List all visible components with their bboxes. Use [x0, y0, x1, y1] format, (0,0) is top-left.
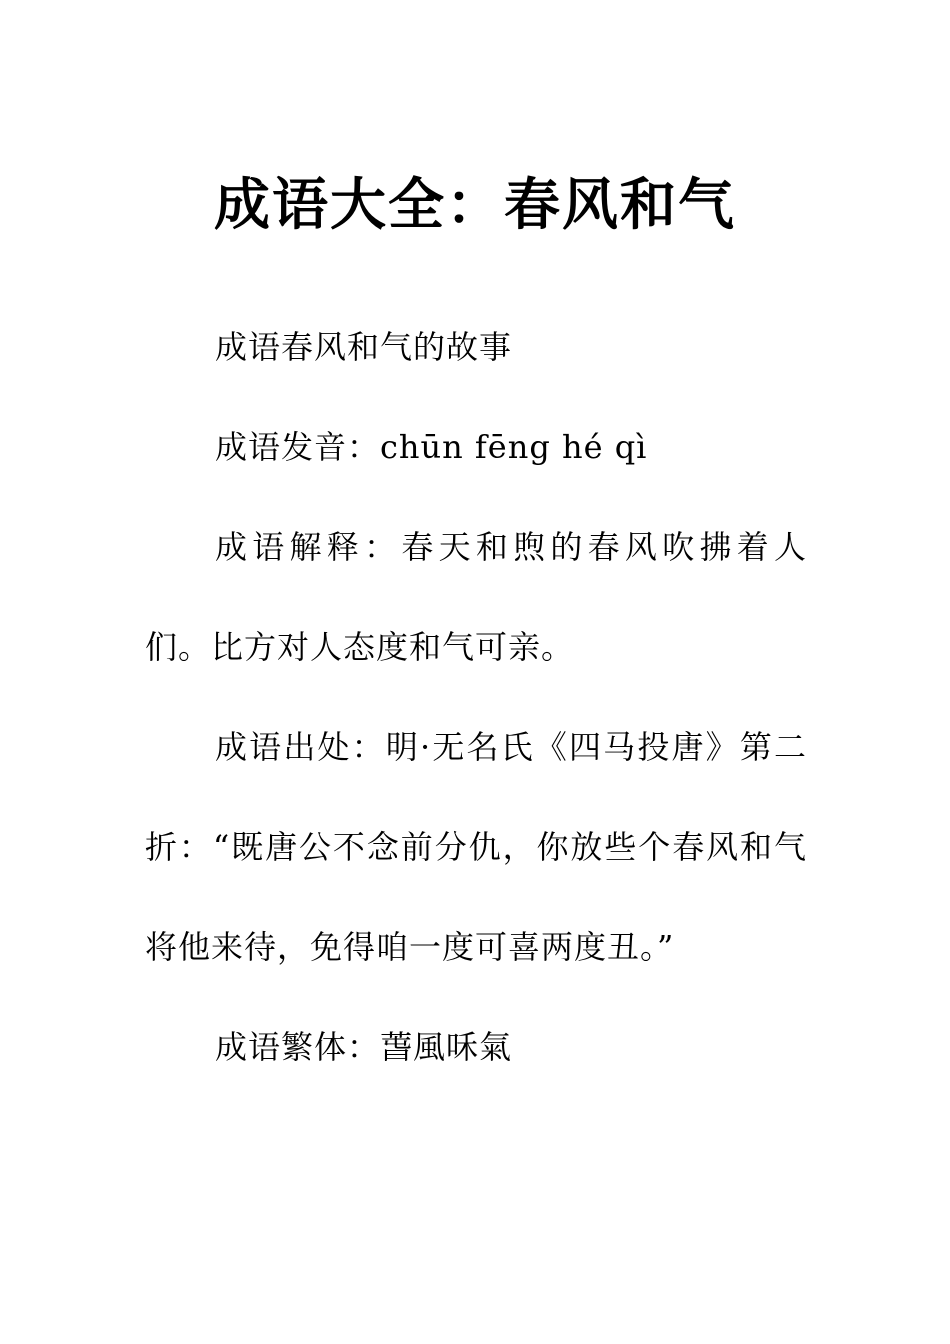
paragraph-traditional: 成语繁体：萅風咊氣 — [215, 1028, 513, 1066]
paragraph-source: 成语出处：明·无名氏《四马投唐》第二折：“既唐公不念前分仇，你放些个春风和气将他来待，免得咱一度可喜两度丑。” — [145, 728, 807, 966]
document-title: 成语大全：春风和气 — [214, 172, 736, 238]
document-body — [145, 297, 807, 1097]
paragraph-explanation: 成语解释：春天和煦的春风吹拂着人们。比方对人态度和气可亲。 — [145, 528, 807, 666]
paragraph-story-heading: 成语春风和气的故事 — [215, 328, 513, 366]
paragraph-pronunciation: 成语发音：chūn fēng hé qì — [215, 428, 648, 466]
